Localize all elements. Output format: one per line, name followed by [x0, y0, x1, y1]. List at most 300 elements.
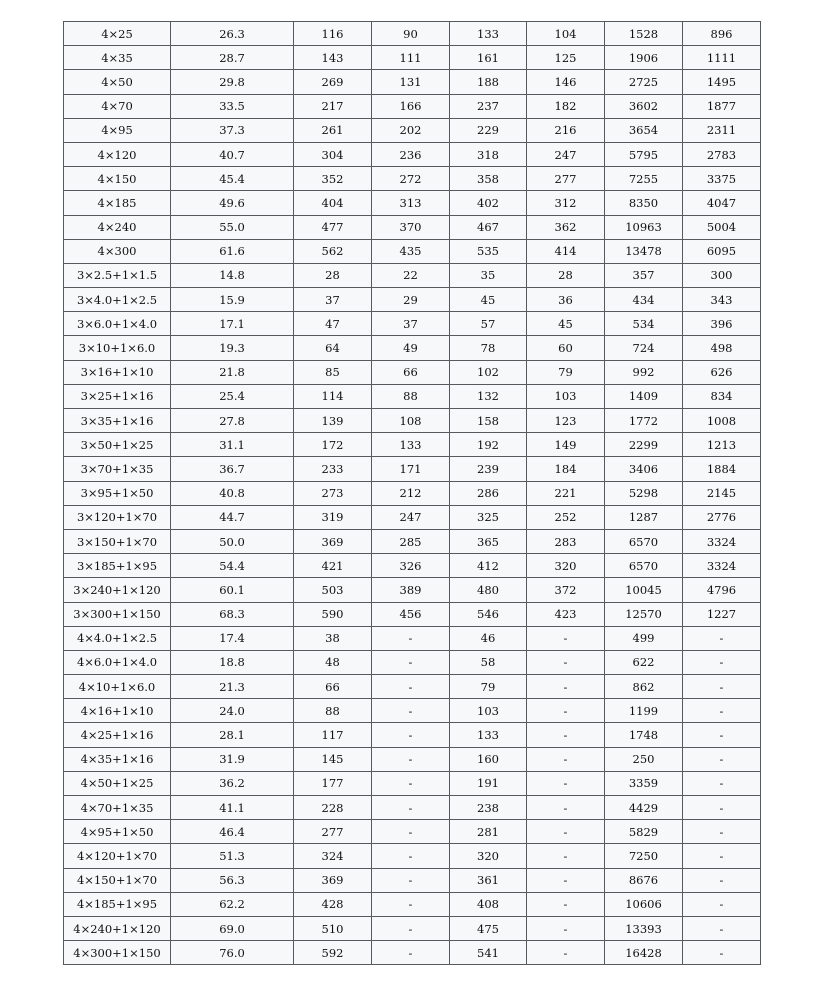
table-row — [64, 578, 761, 602]
value-cell-6: 79 — [527, 360, 605, 384]
value-cell-8: 3324 — [683, 554, 761, 578]
outer-diameter-cell: 60.1 — [171, 578, 294, 602]
value-cell-7: 4429 — [605, 796, 683, 820]
value-cell-5: 133 — [450, 22, 527, 46]
value-cell-4: - — [372, 650, 450, 674]
value-cell-8: 2776 — [683, 505, 761, 529]
value-cell-5: 361 — [450, 868, 527, 892]
value-cell-6: 320 — [527, 554, 605, 578]
outer-diameter-cell: 14.8 — [171, 263, 294, 287]
table-row — [64, 263, 761, 287]
value-cell-8: 2783 — [683, 142, 761, 166]
value-cell-3: 85 — [294, 360, 372, 384]
value-cell-3: 562 — [294, 239, 372, 263]
table-row — [64, 46, 761, 70]
table-body — [64, 22, 761, 965]
value-cell-4: - — [372, 844, 450, 868]
value-cell-5: 546 — [450, 602, 527, 626]
value-cell-6: 247 — [527, 142, 605, 166]
value-cell-3: 37 — [294, 288, 372, 312]
outer-diameter-cell: 46.4 — [171, 820, 294, 844]
value-cell-3: 269 — [294, 70, 372, 94]
value-cell-5: 402 — [450, 191, 527, 215]
outer-diameter-cell: 37.3 — [171, 118, 294, 142]
cable-spec-cell: 4×240 — [64, 215, 171, 239]
value-cell-6: 149 — [527, 433, 605, 457]
value-cell-3: 228 — [294, 796, 372, 820]
value-cell-7: 1772 — [605, 409, 683, 433]
value-cell-6: 221 — [527, 481, 605, 505]
value-cell-4: - — [372, 771, 450, 795]
value-cell-3: 233 — [294, 457, 372, 481]
table-row — [64, 820, 761, 844]
table-row — [64, 554, 761, 578]
value-cell-8: 1877 — [683, 94, 761, 118]
value-cell-4: - — [372, 747, 450, 771]
value-cell-7: 3654 — [605, 118, 683, 142]
table-row — [64, 457, 761, 481]
value-cell-8: 498 — [683, 336, 761, 360]
value-cell-8: 3375 — [683, 167, 761, 191]
value-cell-4: 326 — [372, 554, 450, 578]
value-cell-4: - — [372, 820, 450, 844]
value-cell-7: 13393 — [605, 916, 683, 940]
outer-diameter-cell: 18.8 — [171, 650, 294, 674]
outer-diameter-cell: 36.2 — [171, 771, 294, 795]
cable-spec-cell: 3×4.0+1×2.5 — [64, 288, 171, 312]
value-cell-5: 57 — [450, 312, 527, 336]
value-cell-6: 372 — [527, 578, 605, 602]
cable-spec-cell: 4×240+1×120 — [64, 916, 171, 940]
value-cell-4: 272 — [372, 167, 450, 191]
value-cell-6: 36 — [527, 288, 605, 312]
cable-spec-cell: 4×35+1×16 — [64, 747, 171, 771]
value-cell-7: 3359 — [605, 771, 683, 795]
value-cell-8: 1111 — [683, 46, 761, 70]
value-cell-8: 1213 — [683, 433, 761, 457]
outer-diameter-cell: 21.8 — [171, 360, 294, 384]
value-cell-4: 171 — [372, 457, 450, 481]
value-cell-3: 116 — [294, 22, 372, 46]
value-cell-5: 365 — [450, 529, 527, 553]
outer-diameter-cell: 21.3 — [171, 675, 294, 699]
value-cell-8: - — [683, 626, 761, 650]
cable-spec-cell: 3×95+1×50 — [64, 481, 171, 505]
table-row — [64, 409, 761, 433]
table-row — [64, 844, 761, 868]
value-cell-5: 281 — [450, 820, 527, 844]
cable-spec-cell: 4×4.0+1×2.5 — [64, 626, 171, 650]
table-row — [64, 239, 761, 263]
value-cell-3: 277 — [294, 820, 372, 844]
value-cell-7: 12570 — [605, 602, 683, 626]
value-cell-8: 4047 — [683, 191, 761, 215]
value-cell-6: - — [527, 844, 605, 868]
value-cell-3: 428 — [294, 892, 372, 916]
table-row — [64, 481, 761, 505]
cable-spec-cell: 4×25 — [64, 22, 171, 46]
value-cell-4: - — [372, 916, 450, 940]
value-cell-3: 273 — [294, 481, 372, 505]
value-cell-8: 1227 — [683, 602, 761, 626]
value-cell-8: 300 — [683, 263, 761, 287]
value-cell-3: 117 — [294, 723, 372, 747]
value-cell-3: 28 — [294, 263, 372, 287]
value-cell-7: 13478 — [605, 239, 683, 263]
table-row — [64, 142, 761, 166]
value-cell-7: 7250 — [605, 844, 683, 868]
value-cell-6: 277 — [527, 167, 605, 191]
value-cell-3: 66 — [294, 675, 372, 699]
cable-spec-cell: 4×95 — [64, 118, 171, 142]
value-cell-5: 358 — [450, 167, 527, 191]
outer-diameter-cell: 68.3 — [171, 602, 294, 626]
value-cell-6: 283 — [527, 529, 605, 553]
cable-spec-cell: 3×6.0+1×4.0 — [64, 312, 171, 336]
value-cell-7: 10963 — [605, 215, 683, 239]
value-cell-6: - — [527, 796, 605, 820]
value-cell-8: - — [683, 844, 761, 868]
value-cell-5: 320 — [450, 844, 527, 868]
cable-spec-cell: 3×2.5+1×1.5 — [64, 263, 171, 287]
cable-spec-cell: 4×70+1×35 — [64, 796, 171, 820]
table-row — [64, 505, 761, 529]
value-cell-4: 133 — [372, 433, 450, 457]
table-row — [64, 892, 761, 916]
value-cell-6: - — [527, 675, 605, 699]
cable-spec-cell: 4×150+1×70 — [64, 868, 171, 892]
value-cell-3: 369 — [294, 868, 372, 892]
outer-diameter-cell: 19.3 — [171, 336, 294, 360]
value-cell-5: 541 — [450, 941, 527, 965]
table-row — [64, 360, 761, 384]
cable-spec-cell: 4×300 — [64, 239, 171, 263]
value-cell-8: 4796 — [683, 578, 761, 602]
value-cell-4: 111 — [372, 46, 450, 70]
outer-diameter-cell: 28.1 — [171, 723, 294, 747]
table-row — [64, 675, 761, 699]
table-row — [64, 167, 761, 191]
outer-diameter-cell: 24.0 — [171, 699, 294, 723]
cable-spec-cell: 4×35 — [64, 46, 171, 70]
value-cell-8: 2145 — [683, 481, 761, 505]
value-cell-5: 188 — [450, 70, 527, 94]
value-cell-3: 38 — [294, 626, 372, 650]
value-cell-7: 3406 — [605, 457, 683, 481]
table-row — [64, 94, 761, 118]
value-cell-8: - — [683, 650, 761, 674]
outer-diameter-cell: 17.1 — [171, 312, 294, 336]
table-row — [64, 602, 761, 626]
outer-diameter-cell: 49.6 — [171, 191, 294, 215]
cable-spec-cell: 4×185+1×95 — [64, 892, 171, 916]
value-cell-3: 143 — [294, 46, 372, 70]
value-cell-7: 992 — [605, 360, 683, 384]
value-cell-8: 896 — [683, 22, 761, 46]
value-cell-3: 369 — [294, 529, 372, 553]
value-cell-7: 10045 — [605, 578, 683, 602]
value-cell-5: 45 — [450, 288, 527, 312]
value-cell-8: 343 — [683, 288, 761, 312]
value-cell-6: - — [527, 771, 605, 795]
value-cell-4: 212 — [372, 481, 450, 505]
value-cell-3: 88 — [294, 699, 372, 723]
value-cell-8: - — [683, 892, 761, 916]
value-cell-7: 8676 — [605, 868, 683, 892]
outer-diameter-cell: 69.0 — [171, 916, 294, 940]
value-cell-5: 160 — [450, 747, 527, 771]
table-row — [64, 723, 761, 747]
value-cell-4: 90 — [372, 22, 450, 46]
value-cell-8: - — [683, 699, 761, 723]
value-cell-5: 535 — [450, 239, 527, 263]
value-cell-5: 318 — [450, 142, 527, 166]
value-cell-3: 261 — [294, 118, 372, 142]
value-cell-7: 7255 — [605, 167, 683, 191]
value-cell-5: 229 — [450, 118, 527, 142]
value-cell-3: 503 — [294, 578, 372, 602]
cable-spec-cell: 4×185 — [64, 191, 171, 215]
value-cell-8: - — [683, 916, 761, 940]
value-cell-7: 357 — [605, 263, 683, 287]
value-cell-3: 172 — [294, 433, 372, 457]
value-cell-3: 114 — [294, 384, 372, 408]
cable-spec-cell: 4×300+1×150 — [64, 941, 171, 965]
value-cell-7: 724 — [605, 336, 683, 360]
table-row — [64, 336, 761, 360]
cable-spec-table — [63, 21, 761, 965]
cable-spec-cell: 3×240+1×120 — [64, 578, 171, 602]
value-cell-8: 1884 — [683, 457, 761, 481]
outer-diameter-cell: 25.4 — [171, 384, 294, 408]
value-cell-3: 324 — [294, 844, 372, 868]
value-cell-4: 131 — [372, 70, 450, 94]
value-cell-6: - — [527, 892, 605, 916]
value-cell-4: - — [372, 723, 450, 747]
value-cell-7: 1199 — [605, 699, 683, 723]
table-row — [64, 22, 761, 46]
cable-spec-cell: 3×150+1×70 — [64, 529, 171, 553]
value-cell-6: - — [527, 868, 605, 892]
value-cell-7: 5829 — [605, 820, 683, 844]
cable-spec-cell: 3×25+1×16 — [64, 384, 171, 408]
value-cell-3: 217 — [294, 94, 372, 118]
value-cell-3: 352 — [294, 167, 372, 191]
value-cell-5: 192 — [450, 433, 527, 457]
value-cell-7: 434 — [605, 288, 683, 312]
value-cell-5: 103 — [450, 699, 527, 723]
value-cell-6: 312 — [527, 191, 605, 215]
table-row — [64, 916, 761, 940]
cable-spec-cell: 3×185+1×95 — [64, 554, 171, 578]
value-cell-6: 103 — [527, 384, 605, 408]
outer-diameter-cell: 55.0 — [171, 215, 294, 239]
value-cell-7: 5298 — [605, 481, 683, 505]
outer-diameter-cell: 31.1 — [171, 433, 294, 457]
value-cell-5: 35 — [450, 263, 527, 287]
value-cell-3: 64 — [294, 336, 372, 360]
value-cell-4: 435 — [372, 239, 450, 263]
value-cell-6: - — [527, 699, 605, 723]
value-cell-4: 66 — [372, 360, 450, 384]
value-cell-6: - — [527, 626, 605, 650]
table-row — [64, 747, 761, 771]
outer-diameter-cell: 27.8 — [171, 409, 294, 433]
value-cell-5: 58 — [450, 650, 527, 674]
value-cell-5: 286 — [450, 481, 527, 505]
value-cell-4: 88 — [372, 384, 450, 408]
value-cell-5: 408 — [450, 892, 527, 916]
value-cell-8: - — [683, 675, 761, 699]
table-row — [64, 215, 761, 239]
value-cell-7: 8350 — [605, 191, 683, 215]
table-row — [64, 288, 761, 312]
value-cell-7: 6570 — [605, 554, 683, 578]
outer-diameter-cell: 61.6 — [171, 239, 294, 263]
cable-spec-cell: 4×70 — [64, 94, 171, 118]
value-cell-3: 592 — [294, 941, 372, 965]
value-cell-4: - — [372, 796, 450, 820]
value-cell-3: 421 — [294, 554, 372, 578]
value-cell-5: 238 — [450, 796, 527, 820]
outer-diameter-cell: 76.0 — [171, 941, 294, 965]
value-cell-4: - — [372, 941, 450, 965]
value-cell-7: 1287 — [605, 505, 683, 529]
value-cell-6: 216 — [527, 118, 605, 142]
value-cell-5: 102 — [450, 360, 527, 384]
value-cell-4: 37 — [372, 312, 450, 336]
value-cell-7: 622 — [605, 650, 683, 674]
cable-spec-cell: 3×10+1×6.0 — [64, 336, 171, 360]
value-cell-6: 252 — [527, 505, 605, 529]
outer-diameter-cell: 26.3 — [171, 22, 294, 46]
table-row — [64, 626, 761, 650]
value-cell-5: 412 — [450, 554, 527, 578]
value-cell-8: - — [683, 771, 761, 795]
value-cell-8: 5004 — [683, 215, 761, 239]
outer-diameter-cell: 40.8 — [171, 481, 294, 505]
value-cell-4: - — [372, 675, 450, 699]
table-row — [64, 70, 761, 94]
table-row — [64, 384, 761, 408]
cable-spec-cell: 4×50 — [64, 70, 171, 94]
value-cell-8: 6095 — [683, 239, 761, 263]
value-cell-8: - — [683, 747, 761, 771]
value-cell-7: 16428 — [605, 941, 683, 965]
value-cell-3: 177 — [294, 771, 372, 795]
outer-diameter-cell: 17.4 — [171, 626, 294, 650]
cable-spec-cell: 4×10+1×6.0 — [64, 675, 171, 699]
value-cell-4: 313 — [372, 191, 450, 215]
value-cell-8: - — [683, 723, 761, 747]
value-cell-5: 78 — [450, 336, 527, 360]
value-cell-5: 191 — [450, 771, 527, 795]
value-cell-5: 46 — [450, 626, 527, 650]
value-cell-6: - — [527, 650, 605, 674]
value-cell-7: 2299 — [605, 433, 683, 457]
cable-spec-cell: 4×16+1×10 — [64, 699, 171, 723]
table-row — [64, 941, 761, 965]
cable-spec-cell: 4×95+1×50 — [64, 820, 171, 844]
value-cell-4: 29 — [372, 288, 450, 312]
cable-spec-cell: 4×25+1×16 — [64, 723, 171, 747]
value-cell-8: 1008 — [683, 409, 761, 433]
value-cell-7: 1748 — [605, 723, 683, 747]
value-cell-3: 145 — [294, 747, 372, 771]
value-cell-5: 132 — [450, 384, 527, 408]
outer-diameter-cell: 33.5 — [171, 94, 294, 118]
outer-diameter-cell: 28.7 — [171, 46, 294, 70]
value-cell-6: - — [527, 916, 605, 940]
value-cell-6: 184 — [527, 457, 605, 481]
outer-diameter-cell: 15.9 — [171, 288, 294, 312]
value-cell-4: 389 — [372, 578, 450, 602]
value-cell-6: 104 — [527, 22, 605, 46]
value-cell-8: 626 — [683, 360, 761, 384]
value-cell-4: - — [372, 699, 450, 723]
value-cell-8: 2311 — [683, 118, 761, 142]
value-cell-3: 510 — [294, 916, 372, 940]
value-cell-3: 139 — [294, 409, 372, 433]
outer-diameter-cell: 62.2 — [171, 892, 294, 916]
value-cell-7: 250 — [605, 747, 683, 771]
table-row — [64, 868, 761, 892]
value-cell-4: - — [372, 868, 450, 892]
value-cell-6: 423 — [527, 602, 605, 626]
cable-spec-cell: 4×120+1×70 — [64, 844, 171, 868]
value-cell-7: 1409 — [605, 384, 683, 408]
outer-diameter-cell: 44.7 — [171, 505, 294, 529]
outer-diameter-cell: 51.3 — [171, 844, 294, 868]
cable-spec-cell: 3×70+1×35 — [64, 457, 171, 481]
value-cell-6: - — [527, 747, 605, 771]
value-cell-6: 28 — [527, 263, 605, 287]
value-cell-4: 49 — [372, 336, 450, 360]
value-cell-5: 467 — [450, 215, 527, 239]
outer-diameter-cell: 45.4 — [171, 167, 294, 191]
value-cell-4: 202 — [372, 118, 450, 142]
value-cell-8: 396 — [683, 312, 761, 336]
outer-diameter-cell: 40.7 — [171, 142, 294, 166]
table-row — [64, 650, 761, 674]
cable-spec-cell: 3×300+1×150 — [64, 602, 171, 626]
outer-diameter-cell: 56.3 — [171, 868, 294, 892]
cable-spec-cell: 3×50+1×25 — [64, 433, 171, 457]
value-cell-7: 534 — [605, 312, 683, 336]
table-row — [64, 771, 761, 795]
value-cell-7: 3602 — [605, 94, 683, 118]
value-cell-6: 146 — [527, 70, 605, 94]
value-cell-3: 590 — [294, 602, 372, 626]
value-cell-7: 10606 — [605, 892, 683, 916]
value-cell-3: 477 — [294, 215, 372, 239]
cable-spec-cell: 4×150 — [64, 167, 171, 191]
value-cell-7: 6570 — [605, 529, 683, 553]
value-cell-4: 247 — [372, 505, 450, 529]
value-cell-6: - — [527, 820, 605, 844]
cable-spec-cell: 3×120+1×70 — [64, 505, 171, 529]
outer-diameter-cell: 41.1 — [171, 796, 294, 820]
value-cell-6: - — [527, 723, 605, 747]
value-cell-3: 47 — [294, 312, 372, 336]
cable-spec-cell: 3×35+1×16 — [64, 409, 171, 433]
value-cell-6: 362 — [527, 215, 605, 239]
value-cell-5: 475 — [450, 916, 527, 940]
table-row — [64, 796, 761, 820]
value-cell-5: 79 — [450, 675, 527, 699]
value-cell-4: 456 — [372, 602, 450, 626]
value-cell-4: 370 — [372, 215, 450, 239]
